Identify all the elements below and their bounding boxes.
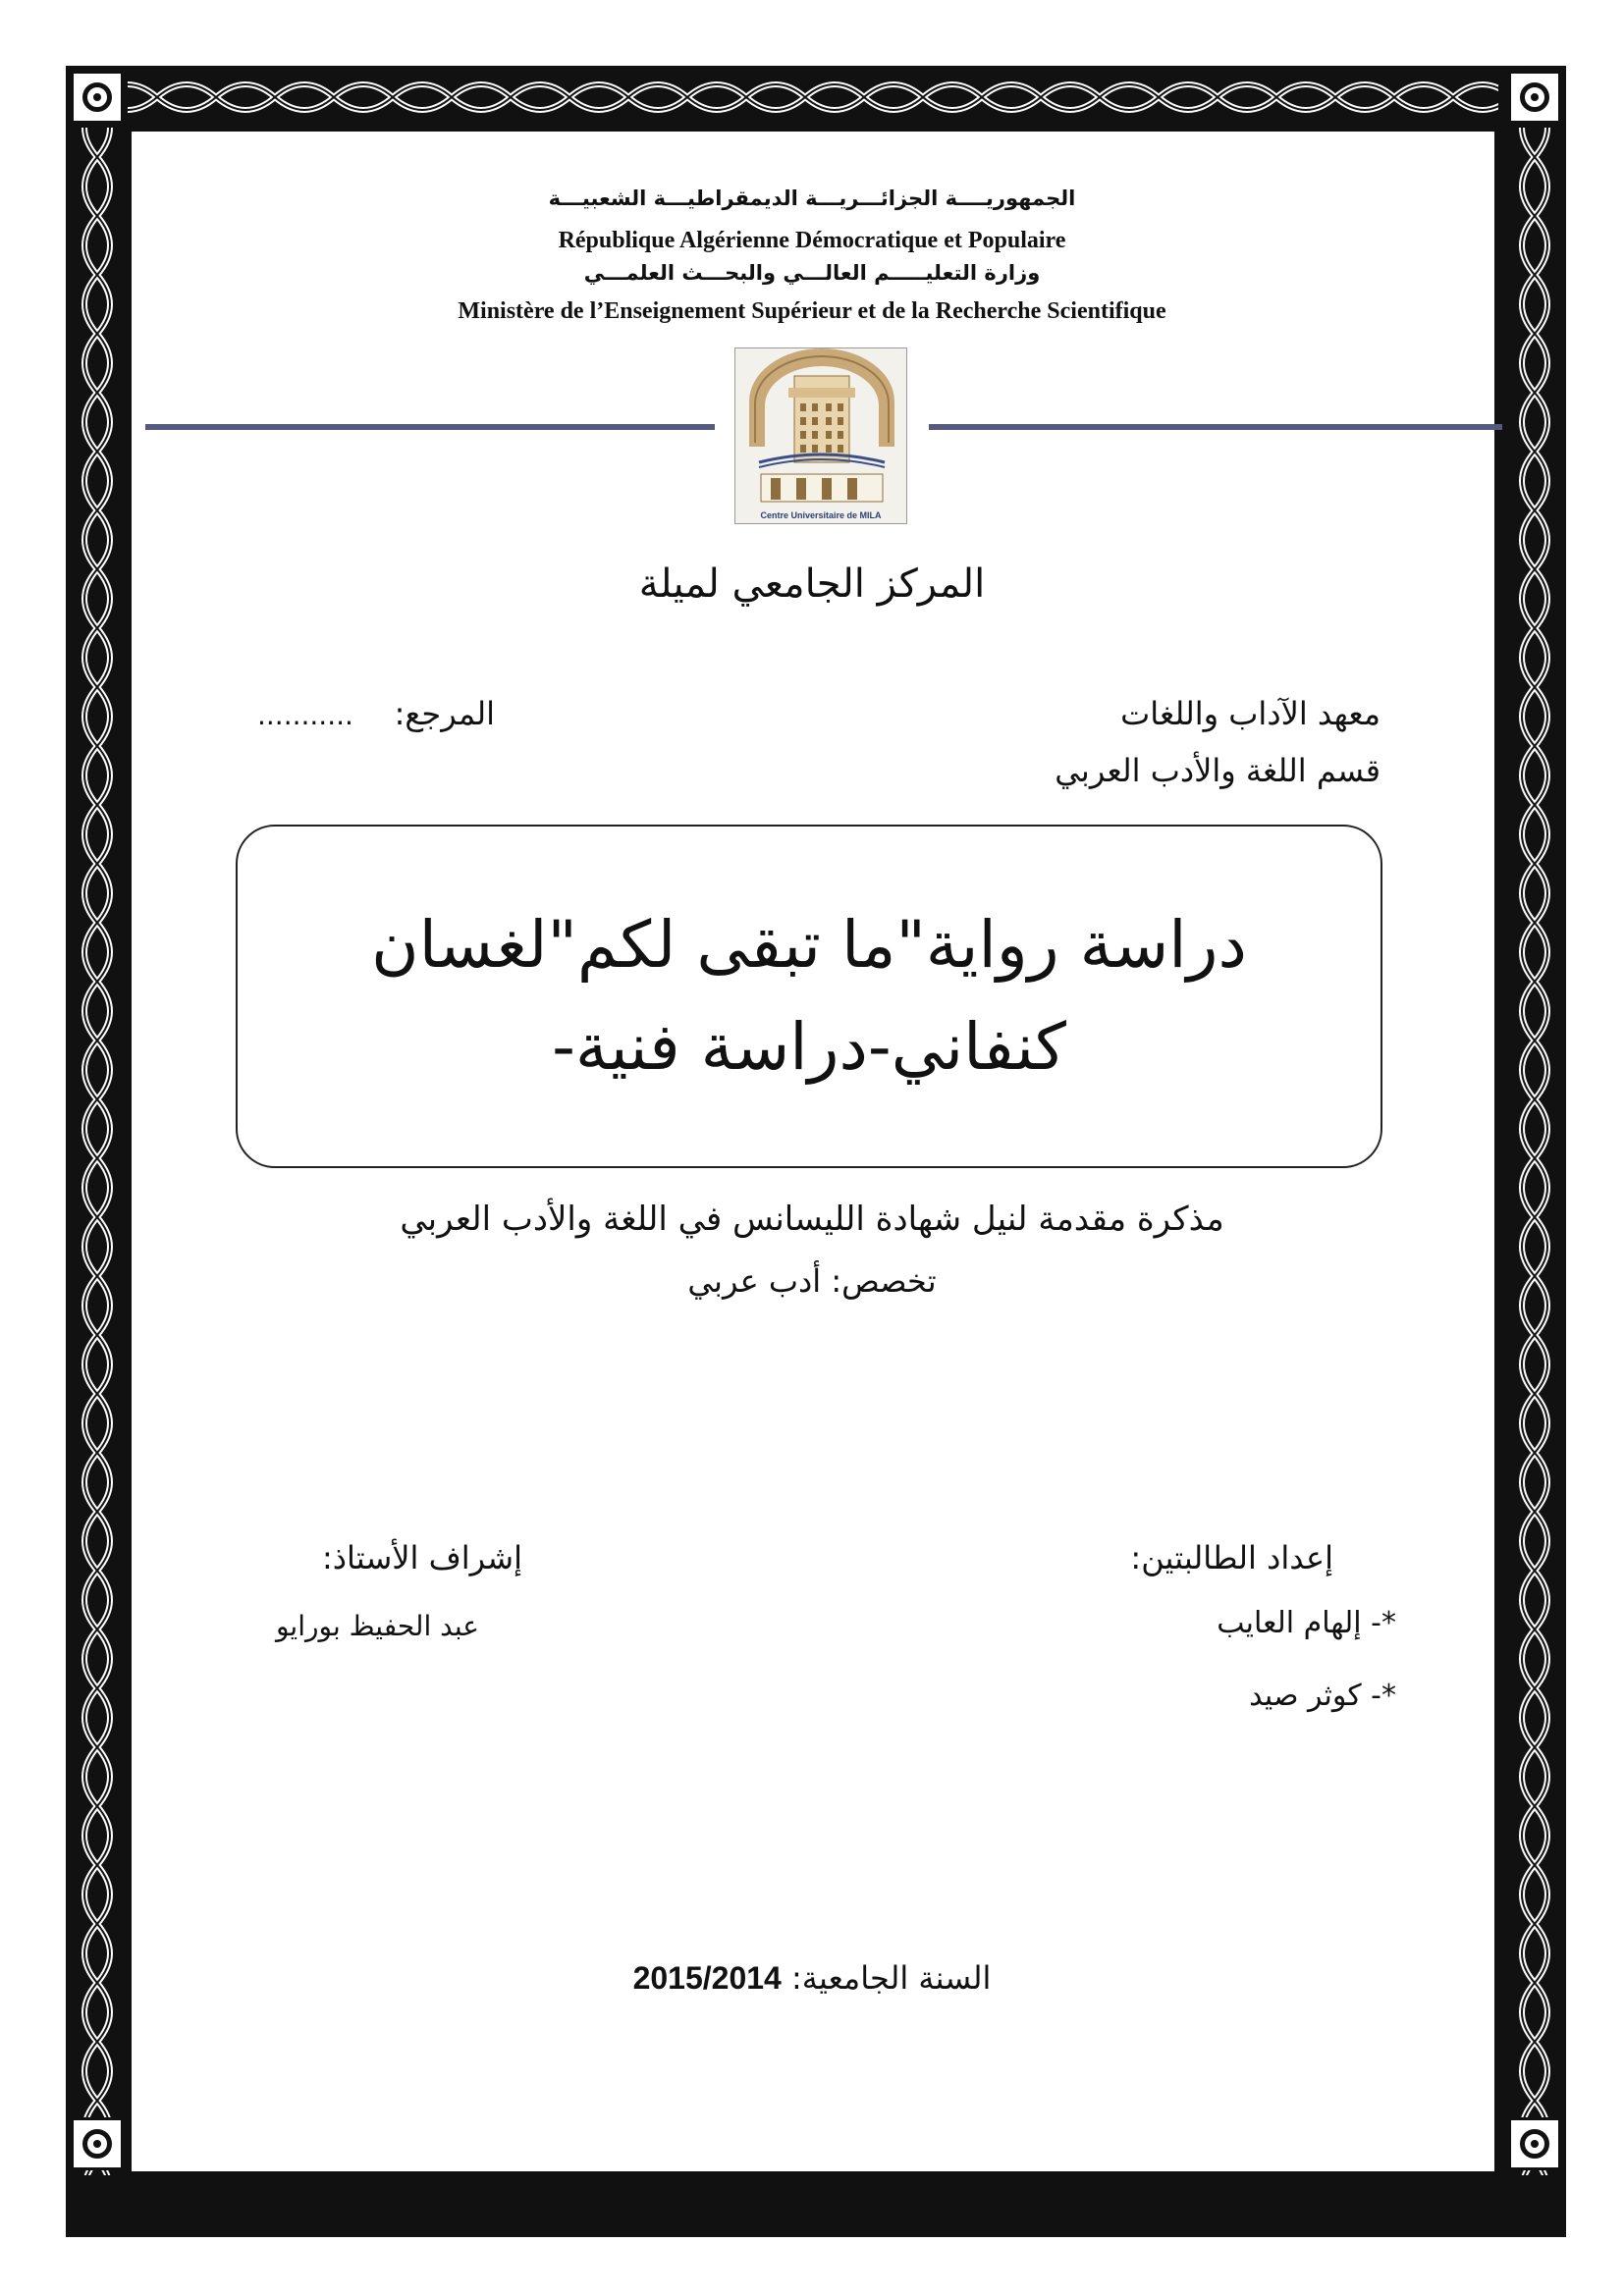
university-logo <box>734 347 907 524</box>
degree-statement: مذكرة مقدمة لنيل شهادة الليسانس في اللغة والأدب العربي <box>400 1200 1224 1239</box>
border-band-top <box>128 71 1498 124</box>
thesis-title-line1: دراسة رواية"ما تبقى لكم"لغسان <box>371 907 1247 983</box>
students-label: إعداد الطالبتين: <box>1130 1539 1333 1576</box>
ministry-french: Ministère de l’Enseignement Supérieur et de la Recherche Scientifique <box>458 298 1166 324</box>
logo-caption: Centre Universitaire de MILA <box>760 510 882 520</box>
corner-ornament-icon <box>71 71 124 124</box>
border-band-left <box>71 128 124 2175</box>
supervisor-name: عبد الحفيظ بورايو <box>275 1610 479 1642</box>
header-rule-right <box>929 424 1502 430</box>
republic-french: République Algérienne Démocratique et Populaire <box>558 228 1066 253</box>
institute-name: معهد الآداب واللغات <box>1120 695 1380 732</box>
thesis-title-box <box>236 825 1382 1168</box>
student-name-2: *- كوثر صيد <box>1249 1679 1396 1713</box>
thesis-title <box>289 894 1329 1098</box>
academic-year-label: السنة الجامعية: <box>791 1959 992 1997</box>
republic-arabic: الجمهوريــــة الجزائـــريـــة الديمقراطيـــة الشعبيـــة <box>548 187 1076 210</box>
corner-ornament-icon <box>1508 2117 1561 2170</box>
academic-year <box>0 1959 1624 1997</box>
specialty: تخصص: أدب عربي <box>687 1262 937 1300</box>
student-name-1: *- إلهام العايب <box>1217 1606 1396 1640</box>
department-name: قسم اللغة والأدب العربي <box>1055 752 1380 789</box>
border-band-right <box>1508 128 1561 2175</box>
reference-label: المرجع: <box>394 695 495 732</box>
corner-ornament-icon <box>1508 71 1561 124</box>
ministry-arabic: وزارة التعليـــــم العالـــي والبحـــث العلمـــي <box>583 261 1041 285</box>
reference-value: ........... <box>257 699 353 731</box>
thesis-title-line2: كنفاني-دراسة فنية- <box>552 1009 1066 1085</box>
header-rule-left <box>145 424 715 430</box>
corner-ornament-icon <box>71 2117 124 2170</box>
institution-name: المركز الجامعي لميلة <box>638 561 986 607</box>
supervisor-label: إشراف الأستاذ: <box>322 1539 522 1576</box>
academic-year-value: 2015/2014 <box>632 1960 782 1996</box>
